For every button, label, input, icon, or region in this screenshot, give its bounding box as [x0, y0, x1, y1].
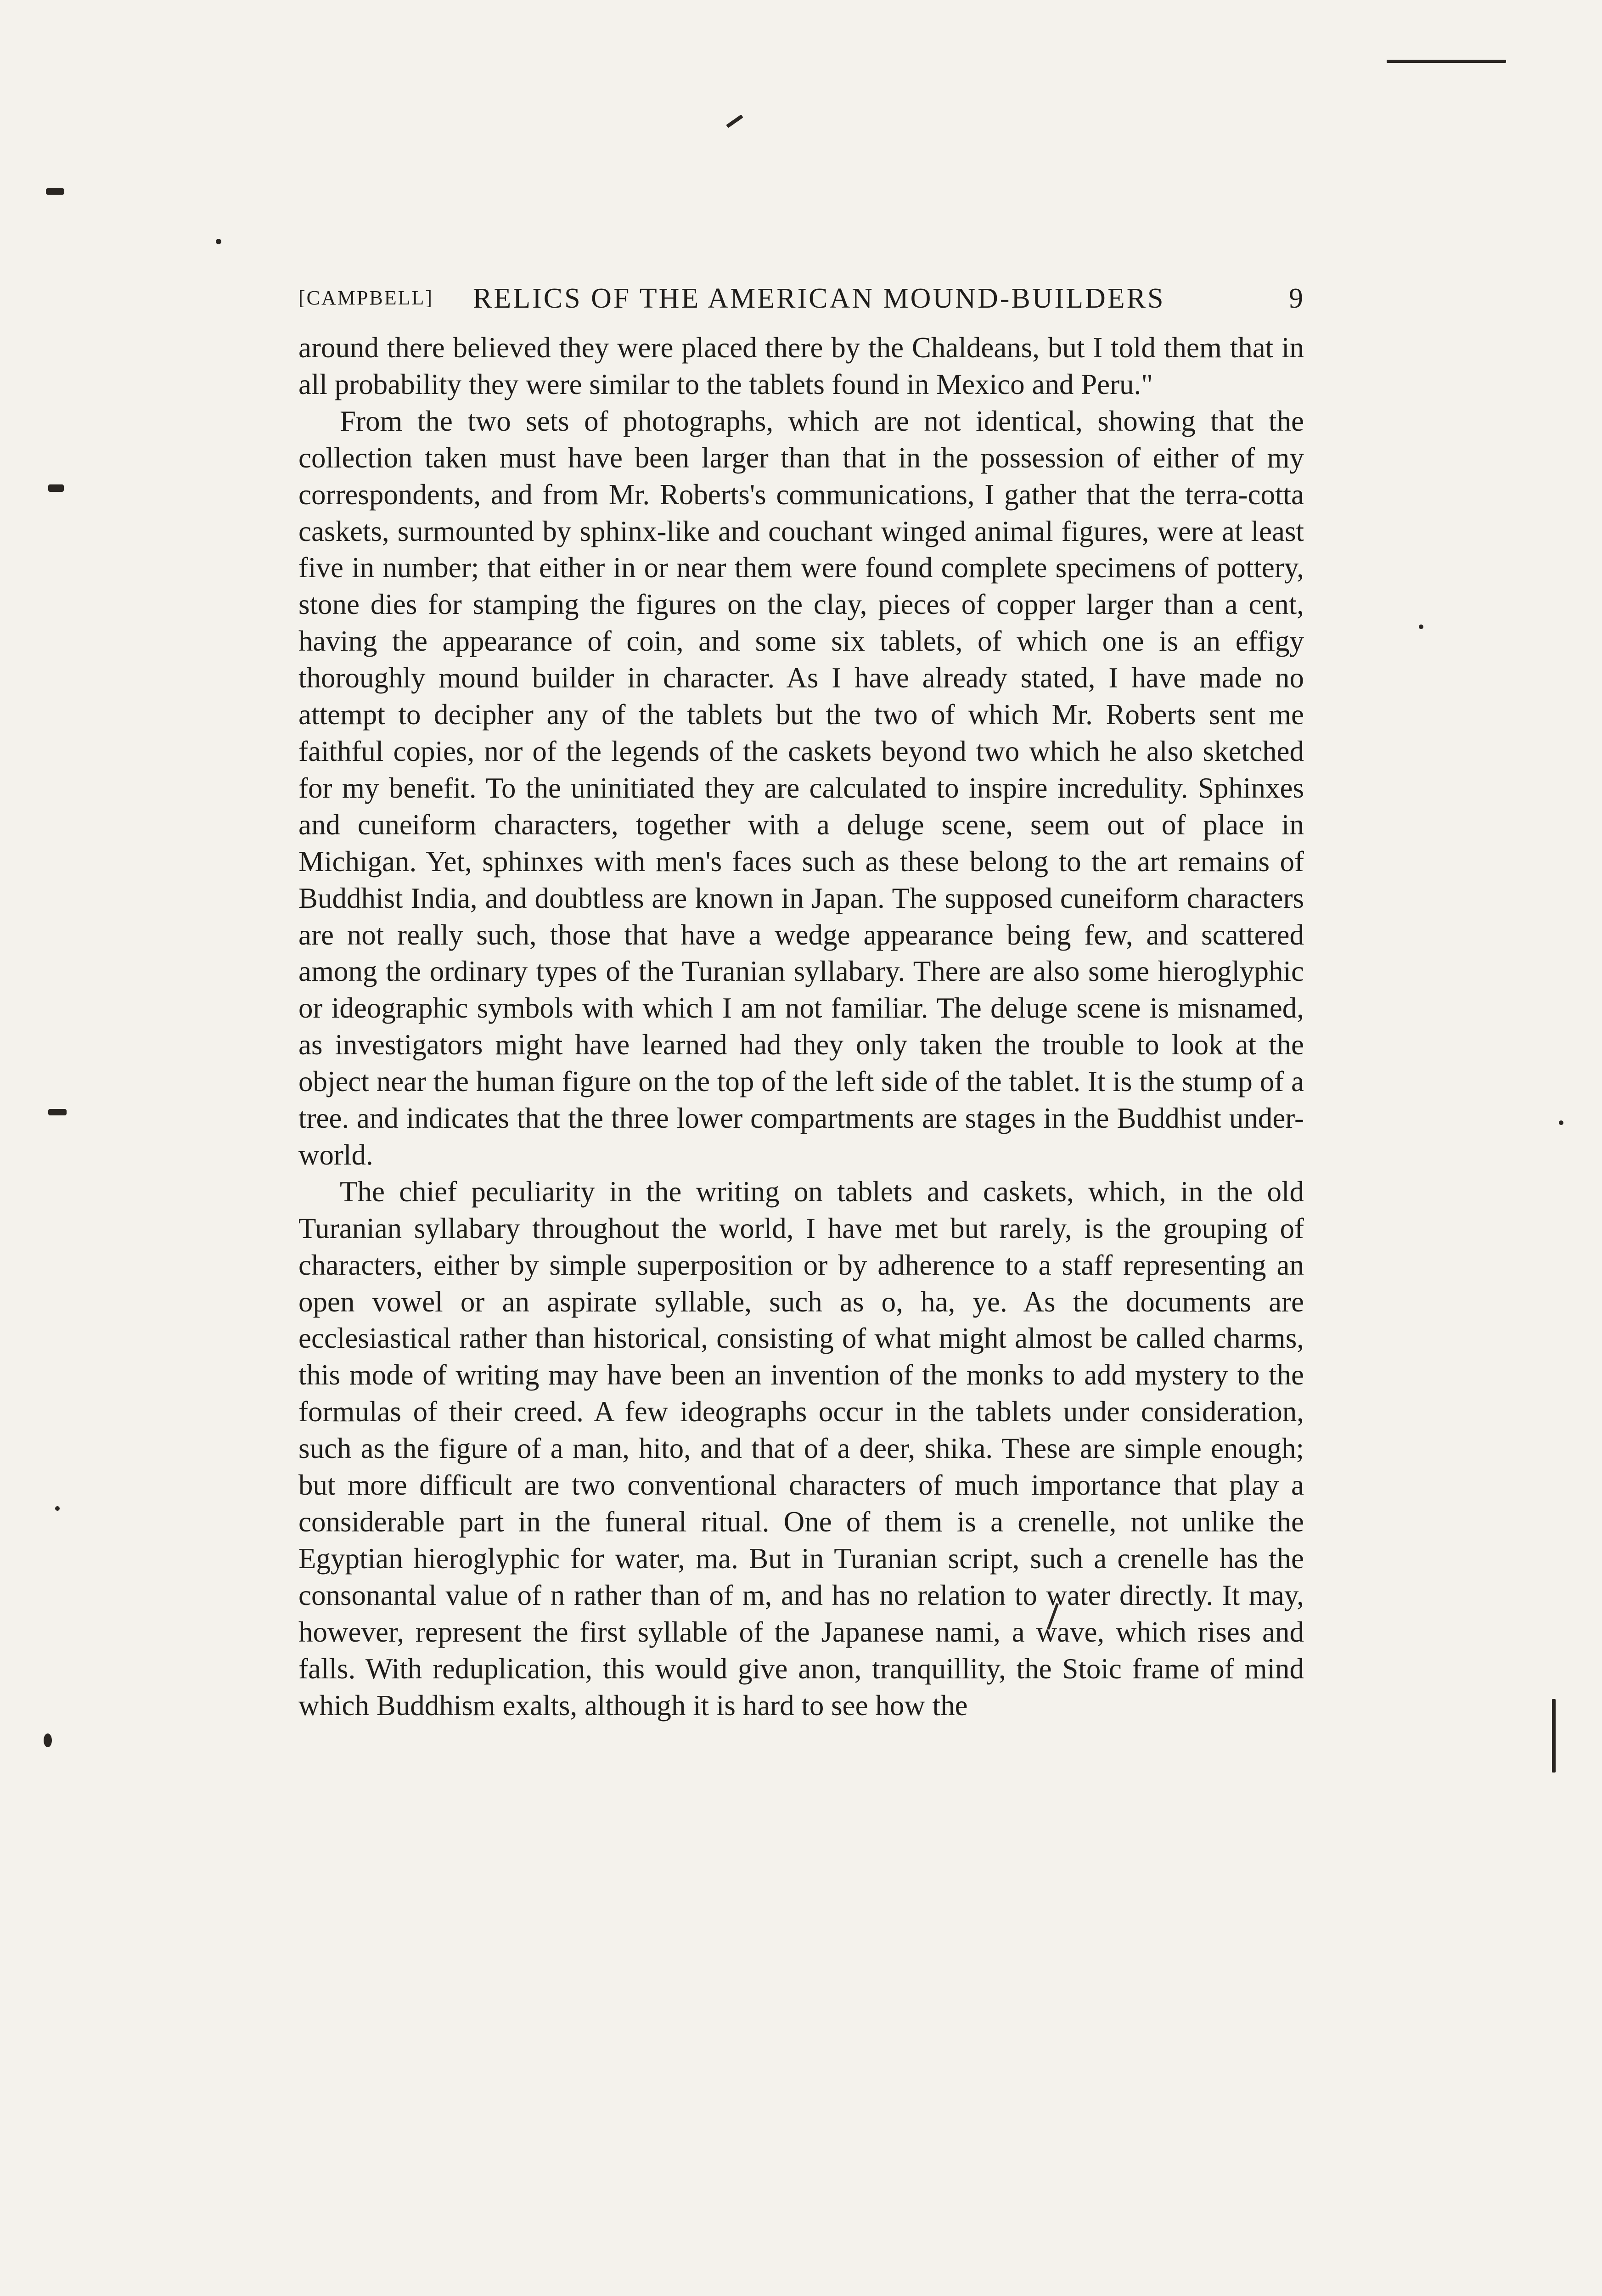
scan-speck [46, 188, 64, 195]
page-body [298, 330, 1304, 1724]
paragraph-2: From the two sets of photographs, which are not identical, showing that the collection taken must have been larger than that in the possession of either of my correspondents, and from Mr. Roberts's communications, I gather that the terra-cotta caskets, surmounted by sphinx-like and couchant winged animal figures, were at least five in number; that either in or near them were found complete specimens of pottery, stone dies for stamping the figures on the clay, pieces of copper larger than a cent, having the appearance of coin, and some six tablets, of which one is an effigy thoroughly mound builder in character. As I have already stated, I have made no attempt to decipher any of the tablets but the two of which Mr. Roberts sent me faithful copies, nor of the legends of the caskets beyond two which he also sketched for my benefit. To the uninitiated they are calculated to inspire incredulity. Sphinxes and cuneiform characters, together with a deluge scene, seem out of place in Michigan. Yet, sphinxes with men's faces such as these belong to the art remains of Buddhist India, and doubtless are known in Japan. The supposed cuneiform characters are not really such, those that have a wedge appearance being few, and scattered among the ordinary types of the Turanian syllabary. There are also some hieroglyphic or ideographic symbols with which I am not familiar. The deluge scene is misnamed, as investigators might have learned had they only taken the trouble to look at the object near the human figure on the top of the left side of the tablet. It is the stump of a tree. and indicates that the three lower compartments are stages in the Buddhist under-world. [298, 405, 1304, 1171]
scan-speck [1419, 625, 1423, 629]
scan-speck [216, 239, 221, 244]
scan-speck [48, 484, 64, 492]
scan-speck [1387, 60, 1506, 63]
scan-speck [726, 114, 743, 128]
scan-speck [44, 1733, 52, 1747]
scan-speck [48, 1109, 67, 1115]
scan-speck [1552, 1699, 1556, 1773]
scan-speck [1559, 1120, 1563, 1125]
paragraph-1: around there believed they were placed there by the Chaldeans, but I told them that in all probability they were similar to the tablets found in Mexico and Peru." [298, 332, 1304, 400]
running-header-title: RELICS OF THE AMERICAN MOUND-BUILDERS [473, 283, 1165, 314]
running-header-author: [CAMPBELL] [298, 287, 433, 309]
running-header [298, 282, 1304, 324]
paragraph-3: The chief peculiarity in the writing on tablets and caskets, which, in the old Turanian syllabary throughout the world, I have met but rarely, is the grouping of characters, either by simple superposition or by adherence to a staff representing an open vowel or an aspirate syllable, such as o, ha, ye. As the documents are ecclesiastical rather than historical, consisting of what might almost be called charms, this mode of writing may have been an invention of the monks to add mystery to the formulas of their creed. A few ideographs occur in the tablets under consideration, such as the figure of a man, hito, and that of a deer, shika. These are simple enough; but more difficult are two conventional characters of much importance that play a considerable part in the funeral ritual. One of them is a crenelle, not unlike the Egyptian hieroglyphic for water, ma. But in Turanian script, such a crenelle has the consonantal value of n rather than of m, and has no relation to water directly. It may, however, represent the first syllable of the Japanese nami, a wave, which rises and falls. With reduplication, this would give anon, tranquillity, the Stoic frame of mind which Buddhism exalts, although it is hard to see how the [298, 1175, 1304, 1722]
page-number: 9 [1289, 283, 1304, 314]
scan-speck [55, 1506, 60, 1511]
